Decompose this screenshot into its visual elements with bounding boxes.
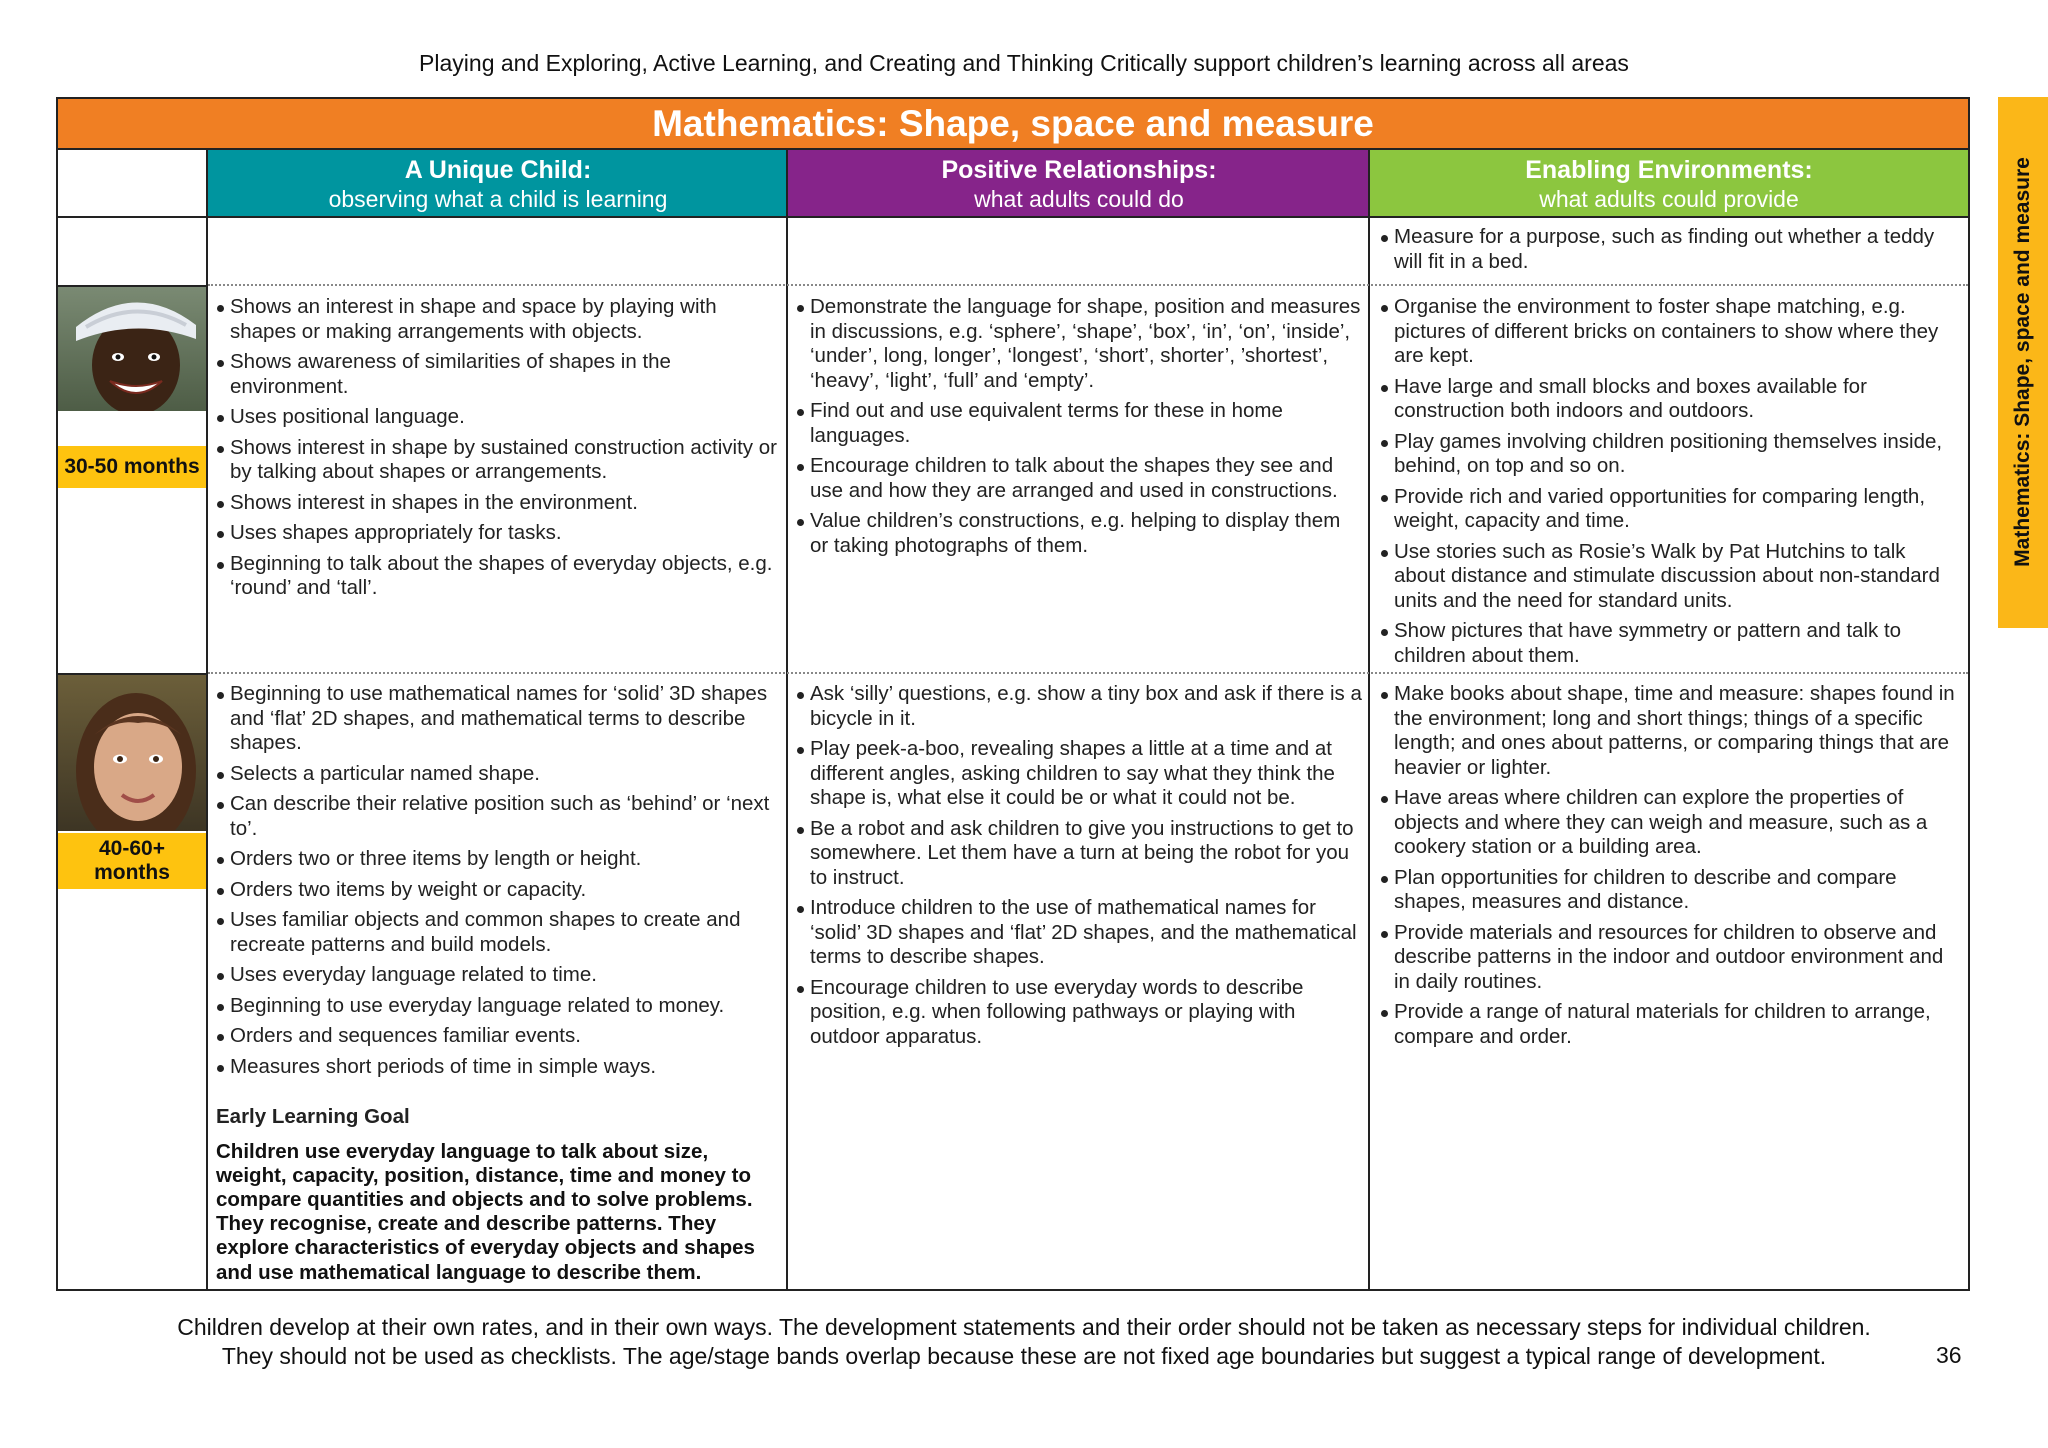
list-item: Measures short periods of time in simple ways.	[216, 1055, 782, 1080]
list-item: Uses everyday language related to time.	[216, 963, 782, 988]
footer-note-line: Children develop at their own rates, and in their own ways. The development statements and their order should not be taken as necessary steps for individual children.	[177, 1314, 1871, 1340]
column-divider	[206, 150, 208, 1289]
early-learning-goal-heading: Early Learning Goal	[216, 1105, 410, 1128]
early-learning-goal-text: Children use everyday language to talk about size, weight, capacity, position, distance, time and money to compare quantities and objects and to solve problems. They recognise, create and describe patterns. They explore characteristics of everyday objects and shapes and use mathematical language to describe them.	[216, 1139, 755, 1284]
list-item: Have large and small blocks and boxes available for construction both indoors and outdoors.	[1380, 375, 1960, 424]
carry-over-enabling-cell	[1380, 225, 1960, 280]
list-item: Orders two items by weight or capacity.	[216, 878, 782, 903]
list-item: Beginning to talk about the shapes of everyday objects, e.g. ‘round’ and ‘tall’.	[216, 552, 782, 601]
age-band-label-40-60: 40-60+ months	[58, 833, 206, 889]
adult-actions-list	[796, 682, 1362, 1049]
list-item: Shows awareness of similarities of shapes in the environment.	[216, 350, 782, 399]
column-subtitle: observing what a child is learning	[328, 186, 668, 212]
list-item: Organise the environment to foster shape matching, e.g. pictures of different bricks on containers to show where they are kept.	[1380, 295, 1960, 369]
list-item: Be a robot and ask children to give you instructions to get to somewhere. Let them have a turn at being the robot for you to instruct.	[796, 817, 1362, 891]
boy-photo-icon	[58, 287, 206, 411]
list-item: Provide a range of natural materials for children to arrange, compare and order.	[1380, 1000, 1960, 1049]
page-number: 36	[1936, 1342, 1962, 1368]
list-item: Plan opportunities for children to describe and compare shapes, measures and distance.	[1380, 866, 1960, 915]
list-item: Shows an interest in shape and space by playing with shapes or making arrangements with objects.	[216, 295, 782, 344]
column-subtitle: what adults could provide	[1539, 186, 1799, 212]
list-item: Selects a particular named shape.	[216, 762, 782, 787]
list-item: Can describe their relative position such as ‘behind’ or ‘next to’.	[216, 792, 782, 841]
child-photo-40-60	[58, 675, 206, 831]
list-item: Beginning to use mathematical names for ‘solid’ 3D shapes and ‘flat’ 2D shapes, and mathematical terms to describe shapes.	[216, 682, 782, 756]
section-side-tab[interactable]	[1998, 97, 2048, 628]
list-item: Provide materials and resources for children to observe and describe patterns in the indoor and outdoor environment and in daily routines.	[1380, 921, 1960, 995]
list-item: Uses shapes appropriately for tasks.	[216, 521, 782, 546]
list-item: Encourage children to use everyday words to describe position, e.g. when following pathways or playing with outdoor apparatus.	[796, 976, 1362, 1050]
list-item: Introduce children to the use of mathematical names for ‘solid’ 3D shapes and ‘flat’ 2D shapes, and the mathematical terms to describe shapes.	[796, 896, 1362, 970]
list-item: Play peek-a-boo, revealing shapes a little at a time and at different angles, asking children to say what they think the shape is, what else it could be or what it could not be.	[796, 737, 1362, 811]
unique-child-cell-40-60	[216, 682, 782, 1285]
development-matters-table	[56, 97, 1970, 1291]
list-item: Shows interest in shapes in the environment.	[216, 491, 782, 516]
column-title: Enabling Environments:	[1525, 156, 1813, 184]
list-item: Beginning to use everyday language related to money.	[216, 994, 782, 1019]
column-divider	[1368, 150, 1370, 1289]
positive-relationships-cell-30-50	[796, 295, 1362, 564]
list-item: Orders two or three items by length or height.	[216, 847, 782, 872]
page-title: Mathematics: Shape, space and measure	[58, 99, 1968, 150]
list-item: Have areas where children can explore the properties of objects and where they can weigh and measure, such as a cookery station or a building area.	[1380, 786, 1960, 860]
column-header-unique-child	[208, 150, 788, 218]
list-item: Find out and use equivalent terms for these in home languages.	[796, 399, 1362, 448]
list-item: Use stories such as Rosie’s Walk by Pat Hutchins to talk about distance and stimulate discussion about non-standard units and the need for standard units.	[1380, 540, 1960, 614]
adult-actions-list	[796, 295, 1362, 558]
list-item: Show pictures that have symmetry or pattern and talk to children about them.	[1380, 619, 1960, 668]
list-item: Orders and sequences familiar events.	[216, 1024, 782, 1049]
child-photo-30-50	[58, 287, 206, 411]
provision-list	[1380, 682, 1960, 1049]
column-title: A Unique Child:	[404, 156, 592, 184]
column-header-enabling-environments	[1370, 150, 1968, 218]
provision-list	[1380, 295, 1960, 668]
header-rule	[58, 216, 208, 218]
list-item: Measure for a purpose, such as finding out whether a teddy will fit in a bed.	[1380, 225, 1960, 274]
column-divider	[786, 150, 788, 1289]
observations-list	[216, 295, 782, 601]
list-item: Encourage children to talk about the shapes they see and use and how they are arranged and used in constructions.	[796, 454, 1362, 503]
enabling-environments-cell-30-50	[1380, 295, 1960, 674]
row-divider	[208, 284, 1968, 286]
unique-child-cell-30-50	[216, 295, 782, 607]
age-band-label-30-50: 30-50 months	[58, 446, 206, 488]
carry-over-list	[1380, 225, 1960, 274]
positive-relationships-cell-40-60	[796, 682, 1362, 1055]
list-item: Make books about shape, time and measure: shapes found in the environment; long and short things; things of a specific length; and ones about patterns, or comparing things that are heavier or lighter.	[1380, 682, 1960, 780]
enabling-environments-cell-40-60	[1380, 682, 1960, 1055]
list-item: Ask ‘silly’ questions, e.g. show a tiny box and ask if there is a bicycle in it.	[796, 682, 1362, 731]
footer-note-line: They should not be used as checklists. The age/stage bands overlap because these are not fixed age boundaries but suggest a typical range of development.	[221, 1343, 1827, 1369]
header-note: Playing and Exploring, Active Learning, and Creating and Thinking Critically support children’s learning across all areas	[419, 50, 1629, 76]
observations-list	[216, 682, 782, 1079]
list-item: Value children’s constructions, e.g. helping to display them or taking photographs of them.	[796, 509, 1362, 558]
side-tab-label: Mathematics: Shape, space and measure	[2011, 157, 2034, 567]
column-title: Positive Relationships:	[941, 156, 1217, 184]
list-item: Uses familiar objects and common shapes to create and recreate patterns and build models.	[216, 908, 782, 957]
footer-note	[0, 1313, 2048, 1371]
column-subtitle: what adults could do	[974, 186, 1184, 212]
list-item: Uses positional language.	[216, 405, 782, 430]
list-item: Provide rich and varied opportunities for comparing length, weight, capacity and time.	[1380, 485, 1960, 534]
list-item: Play games involving children positioning themselves inside, behind, on top and so on.	[1380, 430, 1960, 479]
list-item: Demonstrate the language for shape, position and measures in discussions, e.g. ‘sphere’, ‘shape’, ‘box’, ‘in’, ‘on’, ‘inside’, ‘under’, long, longer’, ‘longest’, ‘short’, shorter’, ’shortest’, ‘heavy’, ‘light’, ‘full’ and ‘empty’.	[796, 295, 1362, 393]
column-header-positive-relationships	[788, 150, 1370, 218]
list-item: Shows interest in shape by sustained construction activity or by talking about shapes or arrangements.	[216, 436, 782, 485]
girl-photo-icon	[58, 675, 206, 831]
